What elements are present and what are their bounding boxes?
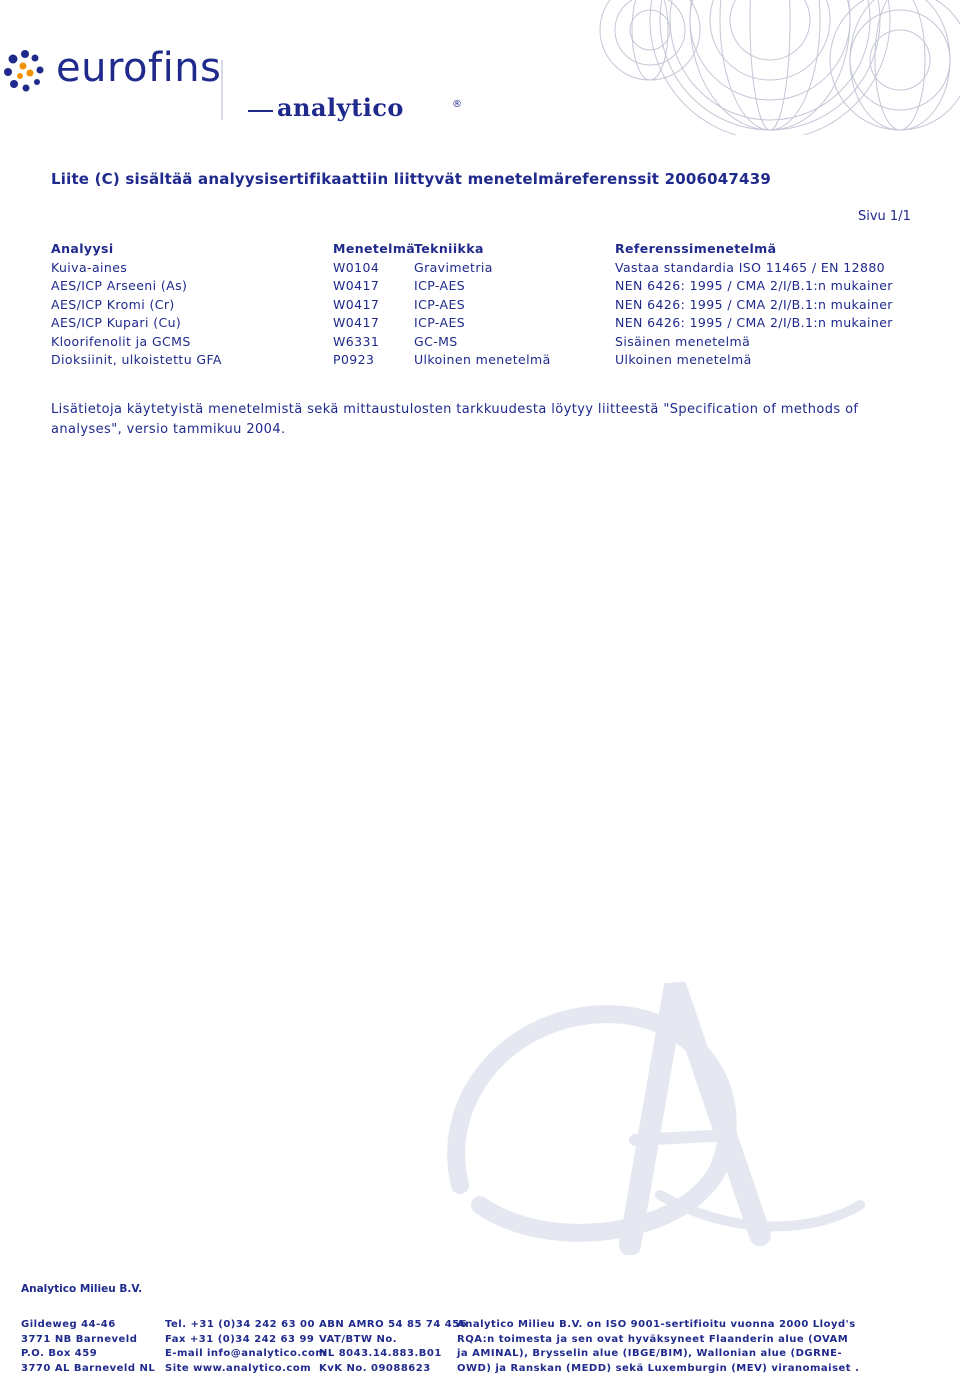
company-name: Analytico Milieu B.V.	[21, 1283, 143, 1295]
globe-graphic-icon	[570, 0, 960, 135]
eurofins-logo-icon	[2, 48, 48, 94]
registry-line: NL 8043.14.883.B01	[319, 1348, 442, 1360]
accreditation-line: ja AMINAL), Brysselin alue (IBGE/BIM), Wallonian alue (DGRNE-	[457, 1348, 843, 1360]
method-header: Menetelmä	[333, 241, 416, 256]
reference-header: Referenssimenetelmä	[615, 241, 777, 256]
address-line: P.O. Box 459	[21, 1348, 98, 1360]
table-cell-analysis: Kloorifenolit ja GCMS	[51, 333, 191, 349]
eurofins-wordmark: eurofins	[56, 45, 222, 91]
analytico-wordmark: analytico	[277, 93, 404, 122]
contact-line: E-mail info@analytico.com	[165, 1348, 327, 1360]
table-cell-reference: NEN 6426: 1995 / CMA 2/I/B.1:n mukainer	[615, 296, 893, 312]
document-title: Liite (C) sisältää analyysisertifikaattiin liittyvät menetelmäreferenssit 2006047439	[51, 170, 771, 188]
table-cell-technique: GC-MS	[414, 333, 458, 349]
methods-note: Lisätietoja käytetyistä menetelmistä sekä mittaustulosten tarkkuudesta löytyy liitteestä "Specification of methods of analyses", versio tammikuu 2004.	[51, 402, 859, 437]
footer-contact	[165, 1318, 326, 1376]
technique-column	[414, 240, 551, 370]
accreditation-line: OWD) ja Ranskan (MEDD) sekä Luxemburgin (MEV) viranomaiset .	[457, 1362, 860, 1374]
table-cell-technique: Ulkoinen menetelmä	[414, 352, 551, 367]
logo-divider	[221, 60, 223, 120]
footer-registry	[319, 1318, 467, 1376]
table-cell-technique: Gravimetria	[414, 259, 493, 275]
table-cell-technique: ICP-AES	[414, 315, 466, 330]
table-cell-reference: Ulkoinen menetelmä	[615, 352, 752, 367]
footer-address	[21, 1318, 155, 1376]
table-cell-analysis: AES/ICP Arseeni (As)	[51, 278, 188, 293]
table-cell-analysis: AES/ICP Kupari (Cu)	[51, 315, 182, 330]
table-cell-reference: NEN 6426: 1995 / CMA 2/I/B.1:n mukainer	[615, 278, 893, 293]
contact-line: Fax +31 (0)34 242 63 99	[165, 1333, 315, 1345]
table-cell-method: W0417	[333, 278, 380, 293]
table-cell-method: W0417	[333, 315, 380, 330]
table-cell-method: P0923	[333, 352, 375, 367]
registered-mark: ®	[452, 99, 462, 110]
analytico-dash	[248, 110, 273, 112]
table-cell-analysis: Kuiva-aines	[51, 259, 128, 275]
table-cell-technique: ICP-AES	[414, 296, 466, 312]
table-cell-reference: Sisäinen menetelmä	[615, 333, 751, 349]
table-cell-method: W0417	[333, 296, 380, 312]
registry-line: VAT/BTW No.	[319, 1333, 397, 1345]
analysis-header: Analyysi	[51, 241, 114, 256]
accreditation-line: RQA:n toimesta ja sen ovat hyväksyneet Flaanderin alue (OVAM	[457, 1333, 849, 1345]
contact-line: Tel. +31 (0)34 242 63 00	[165, 1319, 315, 1330]
footer-accreditation	[457, 1318, 859, 1376]
address-line: 3770 AL Barneveld NL	[21, 1362, 156, 1374]
table-cell-method: W6331	[333, 333, 380, 349]
table-cell-reference: NEN 6426: 1995 / CMA 2/I/B.1:n mukainer	[615, 315, 893, 330]
table-cell-method: W0104	[333, 259, 380, 275]
method-column	[333, 240, 415, 370]
table-cell-technique: ICP-AES	[414, 278, 466, 293]
page-number: Sivu 1/1	[858, 209, 911, 224]
table-cell-analysis: Dioksiinit, ulkoistettu GFA	[51, 352, 222, 367]
contact-line: Site www.analytico.com	[165, 1362, 312, 1374]
qa-watermark-icon	[430, 955, 870, 1255]
table-cell-reference: Vastaa standardia ISO 11465 / EN 12880	[615, 259, 886, 275]
accreditation-line: Analytico Milieu B.V. on ISO 9001-sertifioitu vuonna 2000 Lloyd's	[457, 1319, 856, 1330]
address-line: Gildeweg 44-46	[21, 1319, 116, 1330]
analysis-column	[51, 240, 222, 370]
address-line: 3771 NB Barneveld	[21, 1333, 138, 1345]
table-cell-analysis: AES/ICP Kromi (Cr)	[51, 296, 175, 312]
technique-header: Tekniikka	[414, 241, 484, 256]
registry-line: ABN AMRO 54 85 74 456	[319, 1319, 468, 1330]
reference-column	[615, 240, 893, 370]
registry-line: KvK No. 09088623	[319, 1362, 431, 1374]
